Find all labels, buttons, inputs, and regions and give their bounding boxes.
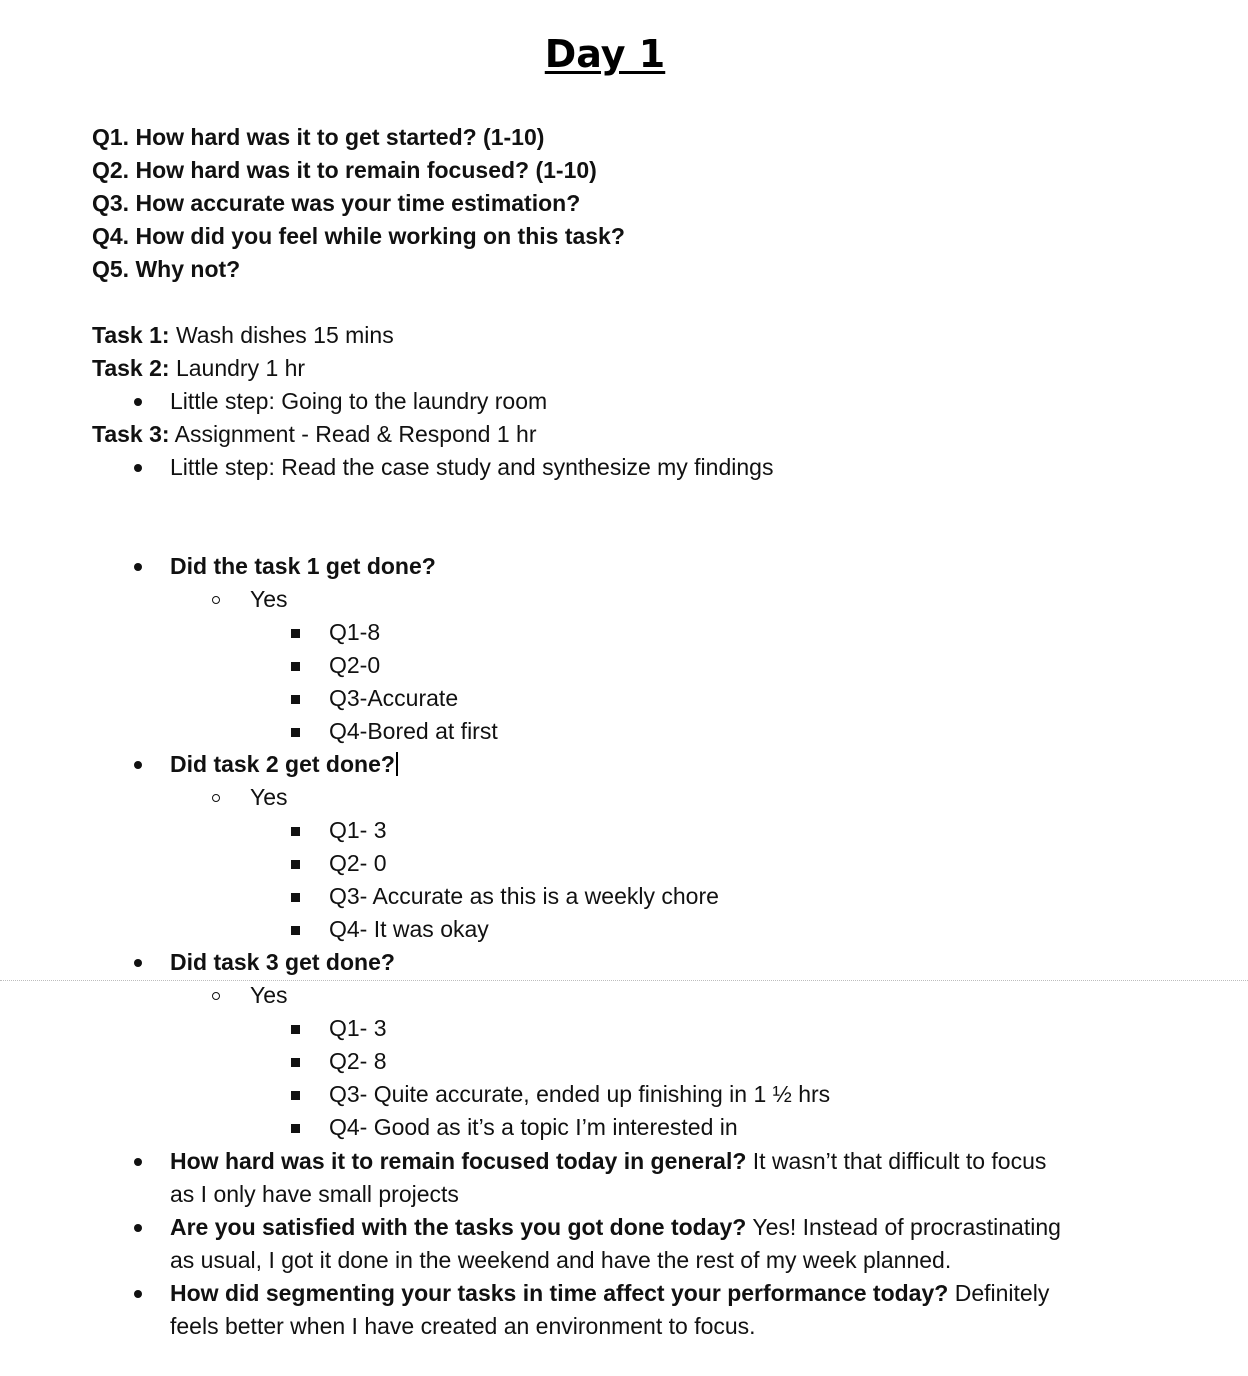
review-2-item: Q4- It was okay <box>329 916 489 942</box>
reflection-1 <box>170 1147 1046 1175</box>
question-5: Q5. Why not? <box>92 256 241 282</box>
question-2: Q2. How hard was it to remain focused? (1-10) <box>92 157 597 183</box>
bullet-icon <box>134 761 142 769</box>
review-1-answer: Yes <box>250 586 288 612</box>
task-1 <box>92 321 394 349</box>
bullet-icon <box>134 563 142 571</box>
task-3 <box>92 420 536 448</box>
bullet-icon <box>134 1158 142 1166</box>
reflection-1-question: How hard was it to remain focused today in general? <box>170 1148 747 1174</box>
square-bullet-icon <box>291 926 300 935</box>
circle-bullet-icon <box>212 794 220 802</box>
task-3-label: Task 3: <box>92 421 170 447</box>
text-cursor <box>396 752 398 776</box>
square-bullet-icon <box>291 1091 300 1100</box>
square-bullet-icon <box>291 1124 300 1133</box>
square-bullet-icon <box>291 860 300 869</box>
task-2-label: Task 2: <box>92 355 170 381</box>
review-2-answer: Yes <box>250 784 288 810</box>
review-1-item: Q1-8 <box>329 619 381 645</box>
review-3-item: Q1- 3 <box>329 1015 387 1041</box>
square-bullet-icon <box>291 1025 300 1034</box>
page-break <box>0 980 1248 981</box>
review-2-item: Q1- 3 <box>329 817 387 843</box>
review-3-item: Q2- 8 <box>329 1048 387 1074</box>
bullet-icon <box>134 464 142 472</box>
question-1: Q1. How hard was it to get started? (1-10) <box>92 124 545 150</box>
review-1-item: Q2-0 <box>329 652 381 678</box>
task-1-label: Task 1: <box>92 322 170 348</box>
reflection-1-answer: It wasn’t that difficult to focus <box>746 1148 1047 1174</box>
review-3-question: Did task 3 get done? <box>170 949 395 975</box>
review-2-question-text: Did task 2 get done? <box>170 751 395 777</box>
square-bullet-icon <box>291 629 300 638</box>
review-1-item: Q4-Bored at first <box>329 718 498 744</box>
task-2-text: Laundry 1 hr <box>169 355 306 381</box>
square-bullet-icon <box>291 695 300 704</box>
bullet-icon <box>134 398 142 406</box>
review-3-answer: Yes <box>250 982 288 1008</box>
task-3-text: Assignment - Read & Respond 1 hr <box>169 421 537 447</box>
review-1-question: Did the task 1 get done? <box>170 553 436 579</box>
review-2-item: Q3- Accurate as this is a weekly chore <box>329 883 719 909</box>
bullet-icon <box>134 1224 142 1232</box>
review-1-item: Q3-Accurate <box>329 685 459 711</box>
reflection-2-continued: as usual, I got it done in the weekend and have the rest of my week planned. <box>170 1247 952 1273</box>
circle-bullet-icon <box>212 596 220 604</box>
reflection-3 <box>170 1279 1049 1307</box>
square-bullet-icon <box>291 827 300 836</box>
question-3: Q3. How accurate was your time estimation? <box>92 190 581 216</box>
task-2-step: Little step: Going to the laundry room <box>170 388 548 414</box>
reflection-3-question: How did segmenting your tasks in time affect your performance today? <box>170 1280 949 1306</box>
task-1-text: Wash dishes 15 mins <box>169 322 394 348</box>
reflection-2-question: Are you satisfied with the tasks you got done today? <box>170 1214 747 1240</box>
reflection-1-continued: as I only have small projects <box>170 1181 459 1207</box>
reflection-3-answer: Definitely <box>948 1280 1050 1306</box>
reflection-3-continued: feels better when I have created an environment to focus. <box>170 1313 756 1339</box>
task-2 <box>92 354 305 382</box>
square-bullet-icon <box>291 728 300 737</box>
square-bullet-icon <box>291 893 300 902</box>
square-bullet-icon <box>291 662 300 671</box>
review-2-question[interactable] <box>170 750 398 778</box>
review-2-item: Q2- 0 <box>329 850 387 876</box>
page-title: Day 1 <box>544 32 666 76</box>
square-bullet-icon <box>291 1058 300 1067</box>
task-3-step: Little step: Read the case study and synthesize my findings <box>170 454 774 480</box>
question-4: Q4. How did you feel while working on this task? <box>92 223 625 249</box>
review-3-item: Q3- Quite accurate, ended up finishing in 1 ½ hrs <box>329 1081 831 1107</box>
reflection-2-answer: Yes! Instead of procrastinating <box>746 1214 1061 1240</box>
bullet-icon <box>134 959 142 967</box>
circle-bullet-icon <box>212 992 220 1000</box>
review-3-item: Q4- Good as it’s a topic I’m interested in <box>329 1114 738 1140</box>
bullet-icon <box>134 1290 142 1298</box>
reflection-2 <box>170 1213 1061 1241</box>
